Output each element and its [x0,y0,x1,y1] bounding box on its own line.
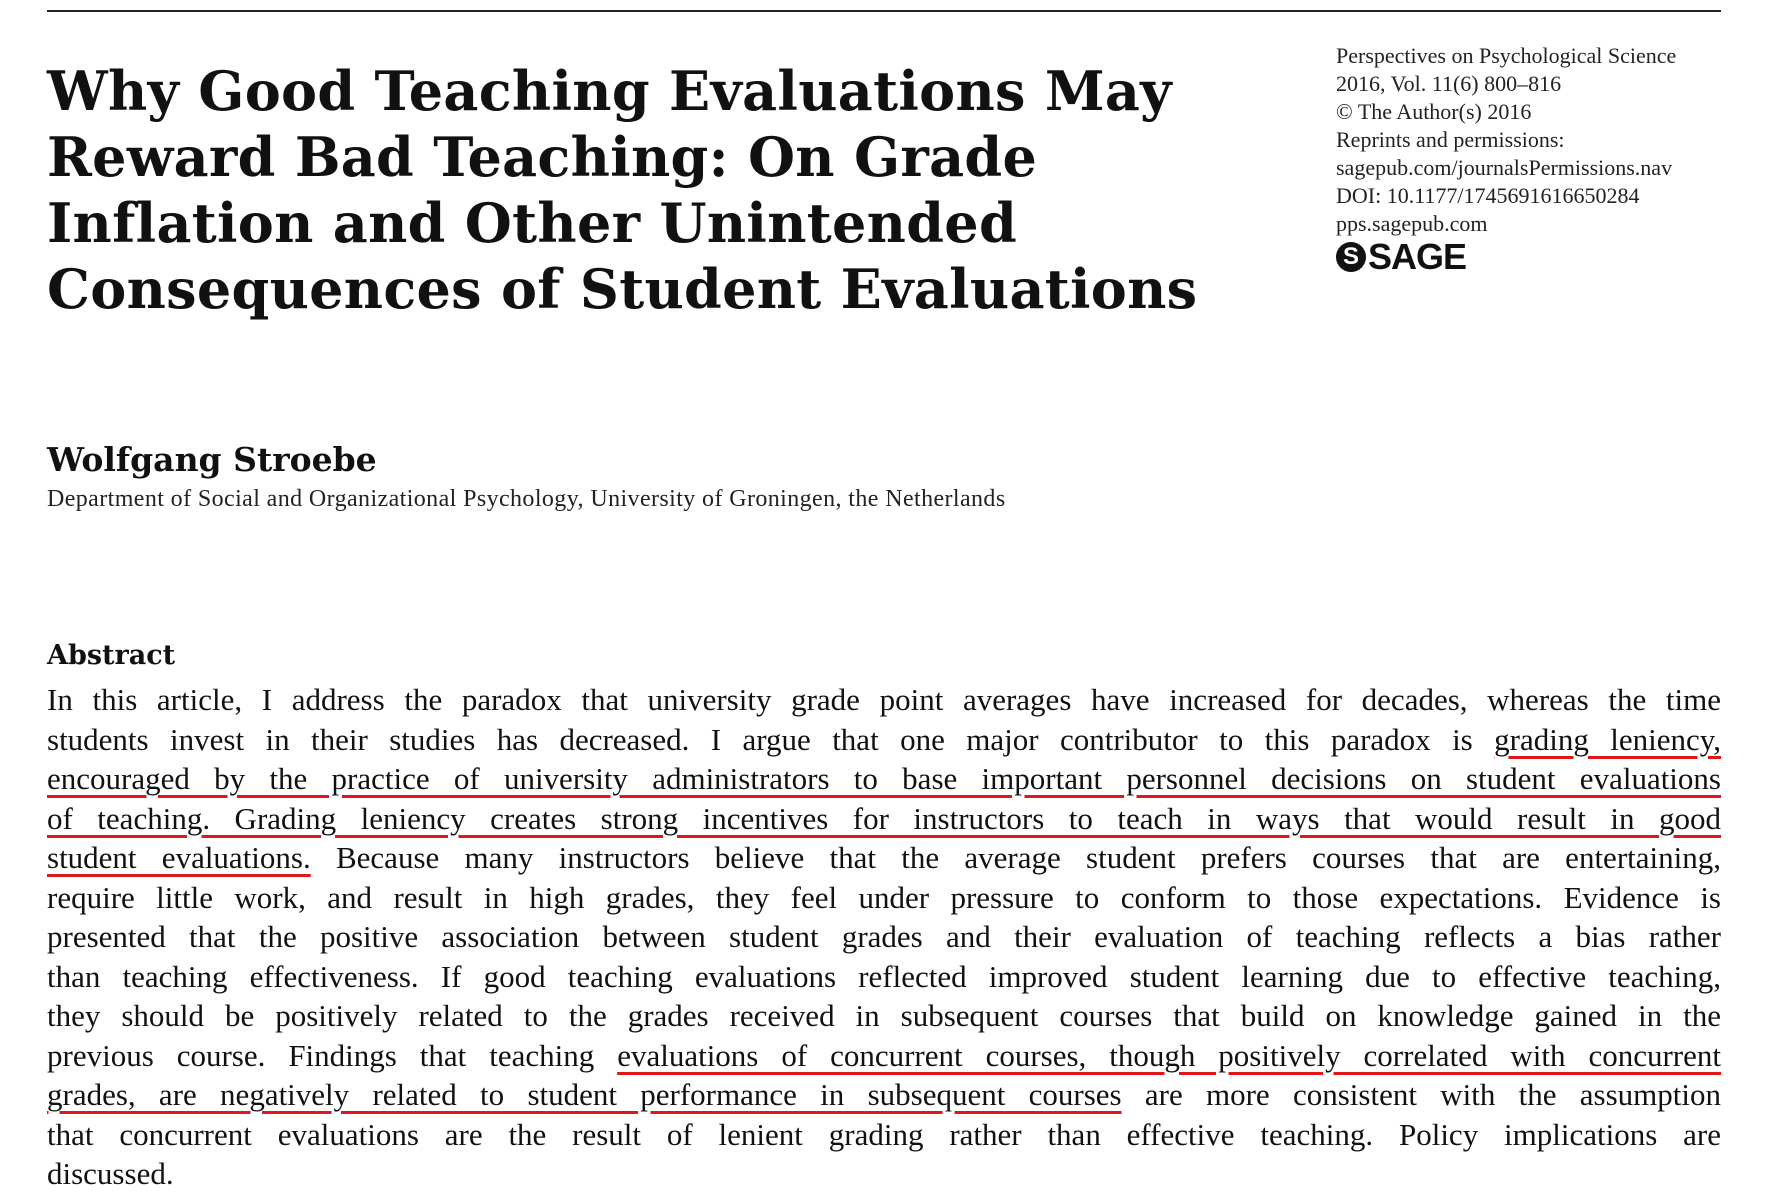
abstract-heading: Abstract [47,640,176,671]
abstract-line [47,759,1721,799]
journal-doi[interactable]: DOI: 10.1177/1745691616650284 [1336,183,1640,208]
article-title [47,58,1198,322]
sage-logo-text: SAGE [1368,236,1467,277]
journal-meta [1336,42,1726,277]
abstract-text: discussed. [47,1156,174,1191]
abstract-text: require little work, and result in high grades, they feel under pressure to conform to those expectations. Evidence is [47,879,1721,915]
abstract-line [47,996,1721,1036]
title-line: Inflation and Other Unintended [47,191,1018,255]
journal-reprints: Reprints and permissions: [1336,127,1565,152]
highlighted-text: student evaluations. [47,840,311,875]
journal-copyright: © The Author(s) 2016 [1336,99,1532,124]
abstract-line [47,1154,1721,1194]
abstract-line [47,1036,1721,1076]
highlighted-text: grading leniency, [1494,721,1721,757]
author-name: Wolfgang Stroebe [47,440,377,479]
abstract-text: students invest in their studies has decreased. I argue that one major contributor to this paradox is [47,721,1495,757]
author-affiliation: Department of Social and Organizational Psychology, University of Groningen, the Netherlands [47,486,1006,512]
journal-name: Perspectives on Psychological Science [1336,43,1677,68]
highlighted-text: grades, are negatively related to student performance in subsequent courses [47,1077,1122,1112]
abstract-line [47,1115,1721,1155]
abstract-text: In this article, I address the paradox that university grade point averages have increased for decades, whereas the time [47,682,1721,717]
highlighted-text: evaluations of concurrent courses, though positively correlated with concurrent [617,1037,1721,1073]
abstract-line [47,917,1721,957]
abstract-line [47,957,1721,997]
abstract-line [47,838,1721,878]
abstract-body [47,680,1721,1194]
title-line: Why Good Teaching Evaluations May [47,59,1172,123]
journal-permissions-url[interactable]: sagepub.com/journalsPermissions.nav [1336,155,1673,180]
journal-site[interactable]: pps.sagepub.com [1336,211,1488,236]
highlighted-text: encouraged by the practice of university administrators to base important personnel decisions on student evaluations [47,761,1721,796]
title-line: Consequences of Student Evaluations [47,257,1198,321]
journal-volume: 2016, Vol. 11(6) 800–816 [1336,71,1562,96]
abstract-text: that concurrent evaluations are the result of lenient grading rather than effective teaching. Policy implications are [47,1116,1721,1152]
sage-logo [1336,236,1726,277]
abstract-line [47,878,1721,918]
sage-logo-icon: S [1336,242,1366,272]
abstract-text: presented that the positive association between student grades and their evaluation of teaching reflects a bias rather [47,919,1721,954]
abstract-text: than teaching effectiveness. If good teaching evaluations reflected improved student learning due to effective teaching, [47,958,1721,994]
top-rule [47,10,1721,12]
abstract-text: are more consistent with the assumption [1121,1077,1721,1112]
abstract-text: previous course. Findings that teaching [47,1037,618,1073]
title-line: Reward Bad Teaching: On Grade [47,125,1038,189]
abstract-text: they should be positively related to the grades received in subsequent courses that build on knowledge gained in the [47,998,1721,1033]
abstract-text: Because many instructors believe that the average student prefers courses that are entertaining, [310,840,1721,875]
abstract-line [47,1075,1721,1115]
abstract-line [47,720,1721,760]
abstract-line [47,680,1721,720]
abstract-line [47,799,1721,839]
highlighted-text: of teaching. Grading leniency creates strong incentives for instructors to teach in ways that would result in good [47,800,1721,836]
